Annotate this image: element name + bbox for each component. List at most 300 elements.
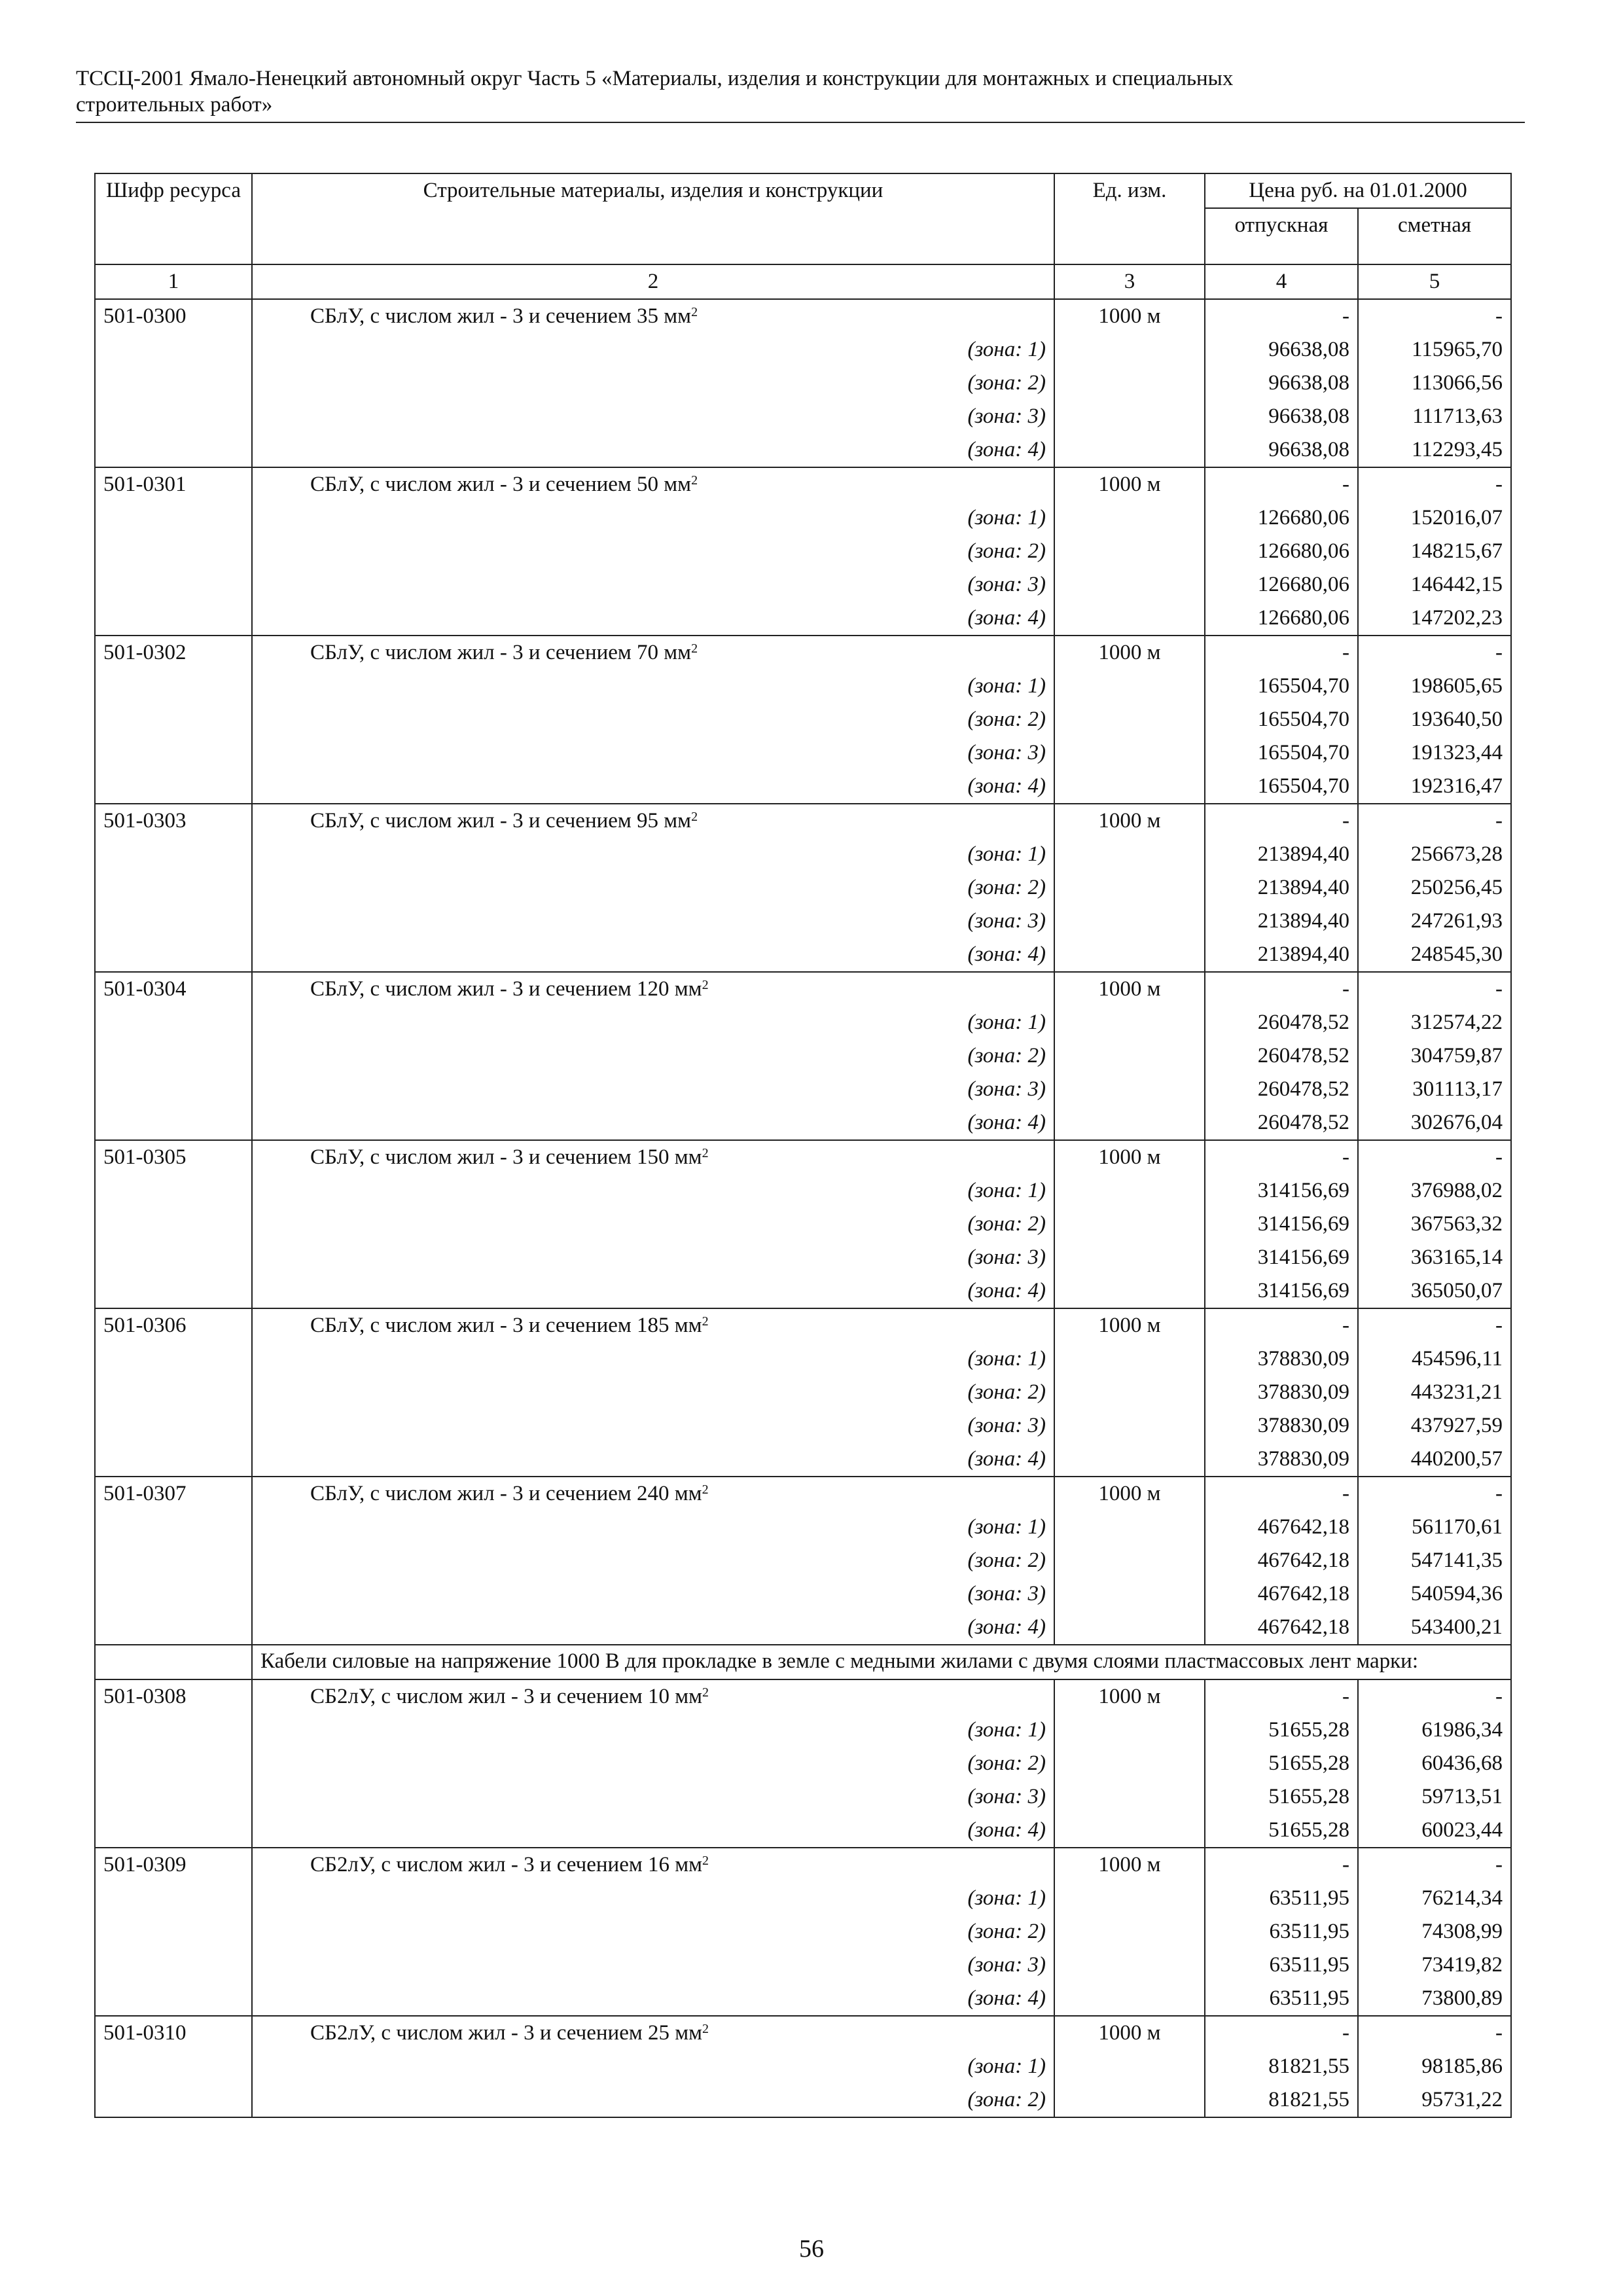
zone-code-cell [95, 1208, 252, 1241]
zone-code-cell [95, 1577, 252, 1611]
header-title-line2: строительных работ» [76, 93, 273, 117]
zone-row [95, 1915, 1511, 1948]
resource-code: 501-0300 [95, 299, 252, 333]
zone-release-price: 314156,69 [1205, 1174, 1358, 1208]
zone-label: (зона: 2) [252, 1208, 1054, 1241]
zone-row [95, 871, 1511, 905]
zone-label: (зона: 4) [252, 1274, 1054, 1308]
zone-code-cell [95, 1611, 252, 1645]
zone-unit-cell [1054, 938, 1205, 972]
col-header-name: Строительные материалы, изделия и конструкции [252, 173, 1054, 264]
page-header [76, 65, 1522, 118]
estimate-price: - [1358, 972, 1511, 1006]
zone-unit-cell [1054, 1039, 1205, 1073]
unit-superscript: 2 [702, 2022, 709, 2036]
zone-row [95, 501, 1511, 535]
zone-unit-cell [1054, 736, 1205, 770]
resource-row [95, 1848, 1511, 1882]
zone-release-price: 96638,08 [1205, 433, 1358, 467]
resource-name-cell [252, 1308, 1054, 1342]
resource-unit: 1000 м [1054, 636, 1205, 670]
zone-code-cell [95, 1814, 252, 1848]
zone-unit-cell [1054, 2083, 1205, 2117]
unit-superscript: 2 [691, 810, 698, 824]
zone-unit-cell [1054, 433, 1205, 467]
resource-name-cell [252, 804, 1054, 838]
zone-unit-cell [1054, 1915, 1205, 1948]
zone-label: (зона: 3) [252, 1073, 1054, 1106]
zone-estimate-price: 73800,89 [1358, 1982, 1511, 2016]
zone-unit-cell [1054, 1747, 1205, 1780]
zone-estimate-price: 543400,21 [1358, 1611, 1511, 1645]
zone-label: (зона: 1) [252, 1511, 1054, 1544]
column-number: 3 [1054, 264, 1205, 299]
zone-release-price: 260478,52 [1205, 1006, 1358, 1039]
zone-label: (зона: 1) [252, 670, 1054, 703]
zone-label: (зона: 3) [252, 905, 1054, 938]
zone-unit-cell [1054, 1208, 1205, 1241]
zone-row [95, 367, 1511, 400]
zone-code-cell [95, 433, 252, 467]
zone-estimate-price: 437927,59 [1358, 1409, 1511, 1443]
release-price: - [1205, 1848, 1358, 1882]
price-table [94, 173, 1512, 2118]
resource-code: 501-0304 [95, 972, 252, 1006]
zone-row [95, 770, 1511, 804]
zone-code-cell [95, 703, 252, 736]
zone-estimate-price: 115965,70 [1358, 333, 1511, 367]
zone-unit-cell [1054, 1814, 1205, 1848]
zone-unit-cell [1054, 1780, 1205, 1814]
zone-unit-cell [1054, 1073, 1205, 1106]
zone-release-price: 213894,40 [1205, 871, 1358, 905]
zone-row [95, 333, 1511, 367]
zone-estimate-price: 301113,17 [1358, 1073, 1511, 1106]
resource-name-cell [252, 1848, 1054, 1882]
resource-row [95, 1477, 1511, 1511]
zone-release-price: 467642,18 [1205, 1611, 1358, 1645]
column-number-row [95, 264, 1511, 299]
release-price: - [1205, 1477, 1358, 1511]
resource-name: СБ2лУ, с числом жил - 3 и сечением 10 мм [310, 1685, 702, 1708]
zone-unit-cell [1054, 333, 1205, 367]
resource-code: 501-0307 [95, 1477, 252, 1511]
zone-code-cell [95, 1274, 252, 1308]
zone-row [95, 1443, 1511, 1477]
zone-release-price: 165504,70 [1205, 736, 1358, 770]
resource-name: СБлУ, с числом жил - 3 и сечением 240 мм [310, 1482, 702, 1505]
resource-unit: 1000 м [1054, 1848, 1205, 1882]
section-code-cell [95, 1645, 252, 1679]
resource-code: 501-0305 [95, 1140, 252, 1174]
zone-label: (зона: 4) [252, 1106, 1054, 1140]
zone-row [95, 703, 1511, 736]
zone-release-price: 63511,95 [1205, 1948, 1358, 1982]
zone-label: (зона: 4) [252, 938, 1054, 972]
zone-row [95, 1814, 1511, 1848]
zone-code-cell [95, 501, 252, 535]
zone-code-cell [95, 1006, 252, 1039]
zone-row [95, 1208, 1511, 1241]
unit-superscript: 2 [702, 1482, 709, 1497]
resource-name-cell [252, 636, 1054, 670]
resource-name: СБлУ, с числом жил - 3 и сечением 70 мм [310, 641, 692, 664]
resource-name-cell [252, 2016, 1054, 2050]
zone-code-cell [95, 838, 252, 871]
zone-unit-cell [1054, 535, 1205, 568]
zone-code-cell [95, 568, 252, 601]
estimate-price: - [1358, 636, 1511, 670]
resource-unit: 1000 м [1054, 804, 1205, 838]
zone-release-price: 96638,08 [1205, 367, 1358, 400]
resource-name-cell [252, 1477, 1054, 1511]
col-header-price-group: Цена руб. на 01.01.2000 [1205, 173, 1511, 208]
zone-code-cell [95, 367, 252, 400]
zone-label: (зона: 3) [252, 1241, 1054, 1274]
zone-code-cell [95, 400, 252, 433]
zone-code-cell [95, 670, 252, 703]
zone-unit-cell [1054, 1342, 1205, 1376]
zone-row [95, 838, 1511, 871]
estimate-price: - [1358, 804, 1511, 838]
zone-label: (зона: 3) [252, 400, 1054, 433]
zone-release-price: 51655,28 [1205, 1713, 1358, 1747]
unit-superscript: 2 [702, 1685, 709, 1700]
release-price: - [1205, 636, 1358, 670]
resource-name-cell [252, 972, 1054, 1006]
unit-superscript: 2 [691, 641, 698, 656]
zone-code-cell [95, 1443, 252, 1477]
zone-release-price: 260478,52 [1205, 1039, 1358, 1073]
zone-row [95, 1577, 1511, 1611]
zone-row [95, 1409, 1511, 1443]
unit-superscript: 2 [691, 473, 698, 488]
zone-unit-cell [1054, 1611, 1205, 1645]
resource-name: СБлУ, с числом жил - 3 и сечением 150 мм [310, 1145, 702, 1169]
zone-row [95, 1274, 1511, 1308]
zone-code-cell [95, 1511, 252, 1544]
zone-unit-cell [1054, 367, 1205, 400]
zone-label: (зона: 2) [252, 871, 1054, 905]
col-header-code: Шифр ресурса [95, 173, 252, 264]
resource-name-cell [252, 1679, 1054, 1713]
zone-label: (зона: 2) [252, 1915, 1054, 1948]
zone-release-price: 165504,70 [1205, 703, 1358, 736]
col-header-estimate: сметная [1358, 208, 1511, 264]
zone-code-cell [95, 1780, 252, 1814]
zone-code-cell [95, 1982, 252, 2016]
zone-release-price: 51655,28 [1205, 1780, 1358, 1814]
zone-code-cell [95, 1544, 252, 1577]
zone-code-cell [95, 535, 252, 568]
zone-estimate-price: 76214,34 [1358, 1882, 1511, 1915]
zone-row [95, 1882, 1511, 1915]
header-rule [76, 122, 1525, 123]
zone-unit-cell [1054, 1174, 1205, 1208]
zone-unit-cell [1054, 905, 1205, 938]
zone-row [95, 1780, 1511, 1814]
zone-release-price: 260478,52 [1205, 1073, 1358, 1106]
zone-release-price: 213894,40 [1205, 838, 1358, 871]
zone-row [95, 736, 1511, 770]
zone-release-price: 126680,06 [1205, 501, 1358, 535]
zone-row [95, 938, 1511, 972]
zone-estimate-price: 148215,67 [1358, 535, 1511, 568]
zone-label: (зона: 2) [252, 1376, 1054, 1409]
zone-unit-cell [1054, 838, 1205, 871]
zone-label: (зона: 3) [252, 1948, 1054, 1982]
zone-row [95, 601, 1511, 636]
zone-code-cell [95, 2083, 252, 2117]
zone-estimate-price: 59713,51 [1358, 1780, 1511, 1814]
zone-release-price: 467642,18 [1205, 1544, 1358, 1577]
zone-code-cell [95, 601, 252, 636]
zone-label: (зона: 1) [252, 838, 1054, 871]
zone-estimate-price: 250256,45 [1358, 871, 1511, 905]
page-number: 56 [799, 2235, 824, 2263]
zone-release-price: 81821,55 [1205, 2083, 1358, 2117]
zone-label: (зона: 2) [252, 367, 1054, 400]
zone-label: (зона: 1) [252, 1006, 1054, 1039]
zone-unit-cell [1054, 601, 1205, 636]
zone-label: (зона: 1) [252, 1713, 1054, 1747]
zone-row [95, 670, 1511, 703]
zone-label: (зона: 2) [252, 535, 1054, 568]
zone-code-cell [95, 1747, 252, 1780]
zone-label: (зона: 1) [252, 333, 1054, 367]
resource-name: СБлУ, с числом жил - 3 и сечением 120 мм [310, 977, 702, 1001]
column-number: 5 [1358, 264, 1511, 299]
zone-code-cell [95, 905, 252, 938]
zone-code-cell [95, 1376, 252, 1409]
resource-name: СБлУ, с числом жил - 3 и сечением 95 мм [310, 809, 692, 833]
zone-code-cell [95, 333, 252, 367]
zone-label: (зона: 4) [252, 1611, 1054, 1645]
unit-superscript: 2 [702, 1146, 709, 1160]
zone-label: (зона: 1) [252, 501, 1054, 535]
zone-estimate-price: 95731,22 [1358, 2083, 1511, 2117]
resource-code: 501-0303 [95, 804, 252, 838]
zone-label: (зона: 4) [252, 601, 1054, 636]
zone-row [95, 2083, 1511, 2117]
resource-name: СБ2лУ, с числом жил - 3 и сечением 25 мм [310, 2021, 702, 2045]
zone-code-cell [95, 1713, 252, 1747]
column-number: 2 [252, 264, 1054, 299]
zone-estimate-price: 561170,61 [1358, 1511, 1511, 1544]
zone-label: (зона: 2) [252, 1039, 1054, 1073]
zone-row [95, 1948, 1511, 1982]
zone-row [95, 1039, 1511, 1073]
zone-estimate-price: 191323,44 [1358, 736, 1511, 770]
zone-release-price: 81821,55 [1205, 2050, 1358, 2083]
zone-label: (зона: 1) [252, 1882, 1054, 1915]
zone-release-price: 96638,08 [1205, 333, 1358, 367]
zone-estimate-price: 312574,22 [1358, 1006, 1511, 1039]
release-price: - [1205, 467, 1358, 501]
resource-unit: 1000 м [1054, 1679, 1205, 1713]
zone-unit-cell [1054, 1376, 1205, 1409]
zone-estimate-price: 304759,87 [1358, 1039, 1511, 1073]
zone-release-price: 51655,28 [1205, 1814, 1358, 1848]
zone-row [95, 1511, 1511, 1544]
zone-code-cell [95, 1409, 252, 1443]
section-row [95, 1645, 1511, 1679]
zone-estimate-price: 443231,21 [1358, 1376, 1511, 1409]
zone-estimate-price: 248545,30 [1358, 938, 1511, 972]
zone-release-price: 63511,95 [1205, 1882, 1358, 1915]
zone-row [95, 400, 1511, 433]
zone-label: (зона: 3) [252, 736, 1054, 770]
table-header-row-1 [95, 173, 1511, 208]
zone-estimate-price: 302676,04 [1358, 1106, 1511, 1140]
resource-name-cell [252, 467, 1054, 501]
release-price: - [1205, 804, 1358, 838]
resource-name: СБ2лУ, с числом жил - 3 и сечением 16 мм [310, 1853, 702, 1876]
resource-unit: 1000 м [1054, 2016, 1205, 2050]
zone-unit-cell [1054, 1241, 1205, 1274]
resource-row [95, 1679, 1511, 1713]
zone-estimate-price: 61986,34 [1358, 1713, 1511, 1747]
zone-row [95, 433, 1511, 467]
zone-release-price: 126680,06 [1205, 535, 1358, 568]
zone-label: (зона: 3) [252, 1780, 1054, 1814]
zone-row [95, 1982, 1511, 2016]
zone-release-price: 63511,95 [1205, 1982, 1358, 2016]
zone-release-price: 51655,28 [1205, 1747, 1358, 1780]
zone-release-price: 126680,06 [1205, 601, 1358, 636]
estimate-price: - [1358, 299, 1511, 333]
resource-code: 501-0306 [95, 1308, 252, 1342]
zone-row [95, 2050, 1511, 2083]
resource-row [95, 636, 1511, 670]
resource-row [95, 804, 1511, 838]
zone-label: (зона: 2) [252, 1544, 1054, 1577]
zone-unit-cell [1054, 1982, 1205, 2016]
zone-row [95, 1073, 1511, 1106]
zone-release-price: 314156,69 [1205, 1208, 1358, 1241]
zone-release-price: 165504,70 [1205, 670, 1358, 703]
zone-unit-cell [1054, 1882, 1205, 1915]
zone-row [95, 1241, 1511, 1274]
zone-unit-cell [1054, 1577, 1205, 1611]
zone-code-cell [95, 1241, 252, 1274]
resource-row [95, 467, 1511, 501]
release-price: - [1205, 1679, 1358, 1713]
zone-label: (зона: 4) [252, 1982, 1054, 2016]
zone-code-cell [95, 1915, 252, 1948]
release-price: - [1205, 2016, 1358, 2050]
zone-row [95, 905, 1511, 938]
zone-label: (зона: 4) [252, 1814, 1054, 1848]
column-number: 1 [95, 264, 252, 299]
zone-row [95, 535, 1511, 568]
zone-release-price: 260478,52 [1205, 1106, 1358, 1140]
zone-estimate-price: 256673,28 [1358, 838, 1511, 871]
zone-code-cell [95, 1342, 252, 1376]
zone-estimate-price: 60023,44 [1358, 1814, 1511, 1848]
resource-unit: 1000 м [1054, 1477, 1205, 1511]
zone-unit-cell [1054, 2050, 1205, 2083]
zone-unit-cell [1054, 400, 1205, 433]
resource-unit: 1000 м [1054, 299, 1205, 333]
zone-code-cell [95, 1039, 252, 1073]
zone-code-cell [95, 1073, 252, 1106]
column-number: 4 [1205, 264, 1358, 299]
resource-row [95, 299, 1511, 333]
zone-unit-cell [1054, 1511, 1205, 1544]
zone-code-cell [95, 736, 252, 770]
zone-label: (зона: 2) [252, 1747, 1054, 1780]
unit-superscript: 2 [702, 1314, 709, 1329]
release-price: - [1205, 1140, 1358, 1174]
zone-unit-cell [1054, 568, 1205, 601]
resource-name-cell [252, 299, 1054, 333]
zone-estimate-price: 146442,15 [1358, 568, 1511, 601]
resource-row [95, 1140, 1511, 1174]
zone-code-cell [95, 1106, 252, 1140]
zone-unit-cell [1054, 770, 1205, 804]
col-header-unit: Ед. изм. [1054, 173, 1205, 264]
zone-row [95, 1106, 1511, 1140]
zone-row [95, 1747, 1511, 1780]
zone-unit-cell [1054, 1006, 1205, 1039]
col-header-release: отпускная [1205, 208, 1358, 264]
estimate-price: - [1358, 1477, 1511, 1511]
zone-unit-cell [1054, 1274, 1205, 1308]
resource-code: 501-0302 [95, 636, 252, 670]
release-price: - [1205, 1308, 1358, 1342]
resource-row [95, 972, 1511, 1006]
zone-unit-cell [1054, 1106, 1205, 1140]
resource-name: СБлУ, с числом жил - 3 и сечением 185 мм [310, 1314, 702, 1337]
zone-unit-cell [1054, 501, 1205, 535]
estimate-price: - [1358, 1848, 1511, 1882]
estimate-price: - [1358, 467, 1511, 501]
header-title-line1: ТССЦ-2001 Ямало-Ненецкий автономный округ Часть 5 «Материалы, изделия и конструкции для монтажных и специальных [76, 67, 1234, 90]
resource-row [95, 1308, 1511, 1342]
zone-release-price: 467642,18 [1205, 1577, 1358, 1611]
zone-row [95, 1713, 1511, 1747]
resource-code: 501-0308 [95, 1679, 252, 1713]
resource-code: 501-0301 [95, 467, 252, 501]
release-price: - [1205, 299, 1358, 333]
zone-code-cell [95, 1948, 252, 1982]
zone-label: (зона: 1) [252, 1342, 1054, 1376]
resource-unit: 1000 м [1054, 972, 1205, 1006]
resource-name-cell [252, 1140, 1054, 1174]
zone-release-price: 314156,69 [1205, 1274, 1358, 1308]
resource-code: 501-0310 [95, 2016, 252, 2050]
zone-code-cell [95, 938, 252, 972]
unit-superscript: 2 [691, 305, 698, 319]
zone-release-price: 314156,69 [1205, 1241, 1358, 1274]
estimate-price: - [1358, 1308, 1511, 1342]
resource-name: СБлУ, с числом жил - 3 и сечением 50 мм [310, 473, 692, 496]
zone-code-cell [95, 770, 252, 804]
zone-release-price: 213894,40 [1205, 905, 1358, 938]
zone-label: (зона: 4) [252, 1443, 1054, 1477]
zone-unit-cell [1054, 670, 1205, 703]
zone-estimate-price: 74308,99 [1358, 1915, 1511, 1948]
resource-name: СБлУ, с числом жил - 3 и сечением 35 мм [310, 304, 692, 328]
zone-estimate-price: 113066,56 [1358, 367, 1511, 400]
zone-unit-cell [1054, 1948, 1205, 1982]
zone-unit-cell [1054, 1443, 1205, 1477]
zone-estimate-price: 365050,07 [1358, 1274, 1511, 1308]
estimate-price: - [1358, 1679, 1511, 1713]
zone-label: (зона: 1) [252, 2050, 1054, 2083]
zone-label: (зона: 2) [252, 2083, 1054, 2117]
